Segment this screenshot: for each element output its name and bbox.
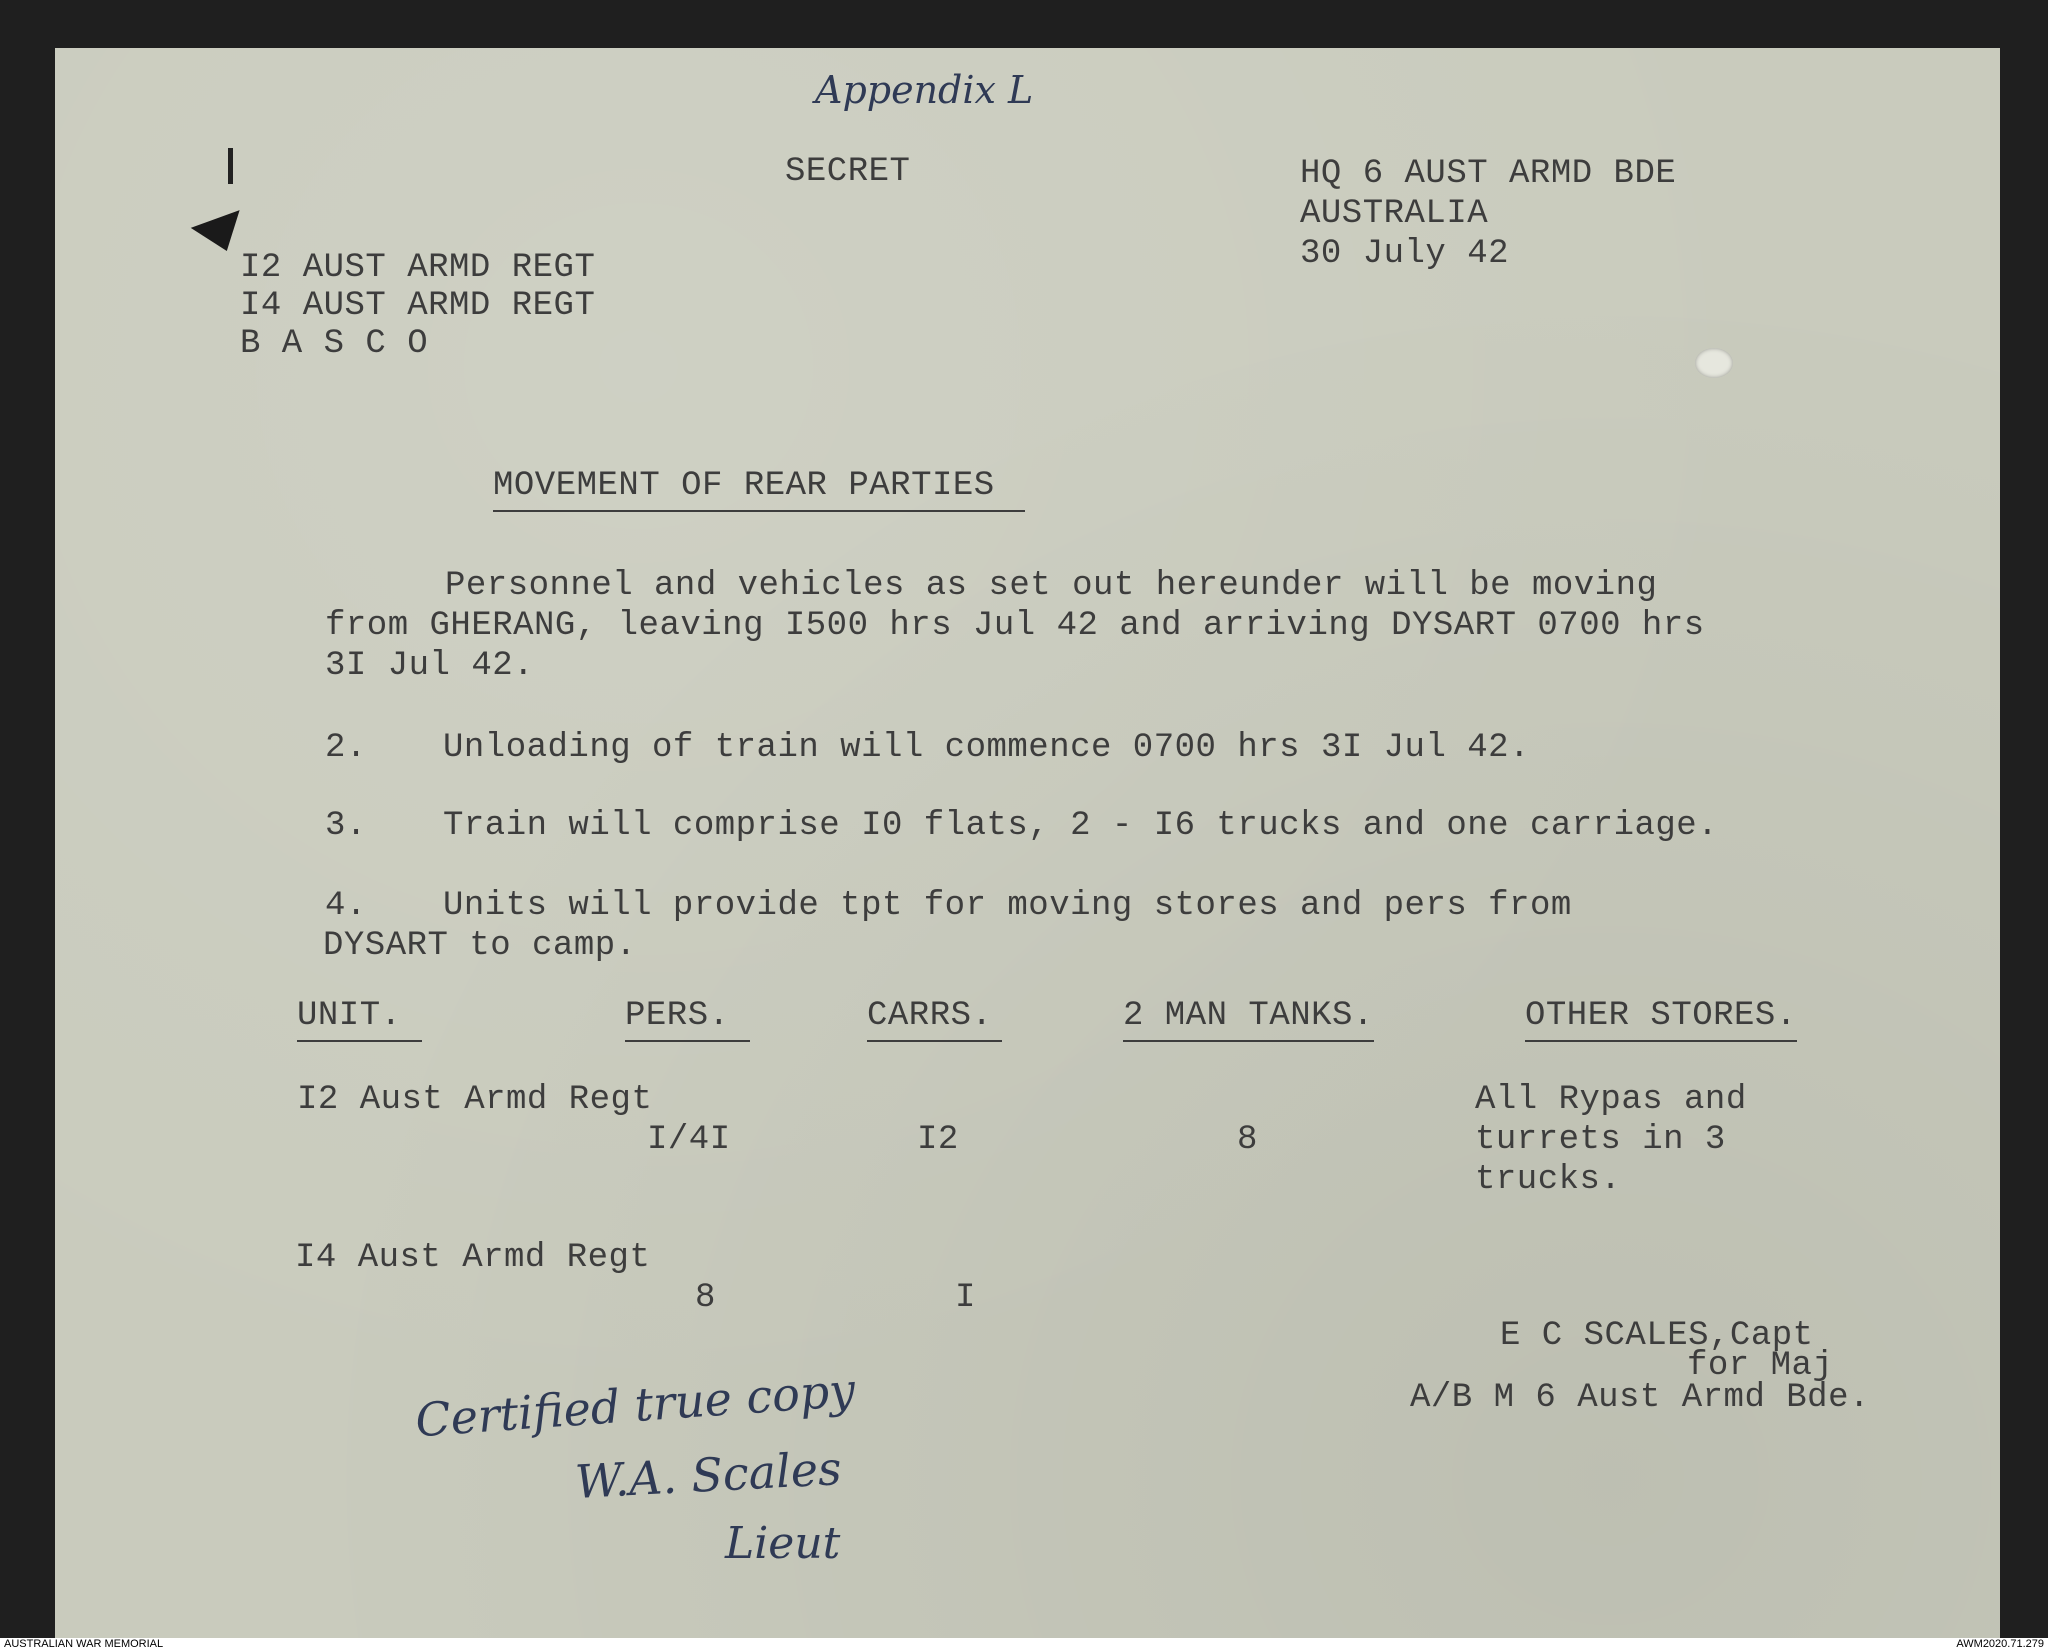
punch-hole — [1695, 348, 1733, 378]
column-header-pers: PERS. — [625, 996, 750, 1042]
certifier-signature: W.A. Scales — [573, 1441, 843, 1509]
paragraph-line: DYSART to camp. — [323, 927, 637, 965]
addressee: I2 AUST ARMD REGT — [240, 249, 596, 287]
paragraph-number: 4. — [325, 887, 367, 925]
cell-pers: 8 — [695, 1279, 716, 1317]
column-header-carrs: CARRS. — [867, 996, 1002, 1042]
staple-mark — [228, 148, 233, 184]
cell-stores: turrets in 3 — [1475, 1121, 1726, 1159]
cell-stores: trucks. — [1475, 1161, 1622, 1199]
cell-carrs: I2 — [917, 1121, 959, 1159]
certifier-rank: Lieut — [725, 1518, 841, 1569]
cell-unit: I4 Aust Armd Regt — [295, 1239, 651, 1277]
cell-carrs: I — [955, 1279, 976, 1317]
certification-line: Certified true copy — [413, 1362, 857, 1448]
signatory-for: for Maj — [1687, 1347, 1834, 1385]
archive-reference: AWM2020.71.279 — [1956, 1638, 2044, 1650]
paragraph-number: 3. — [325, 807, 367, 845]
cell-pers: I/4I — [647, 1121, 731, 1159]
cell-stores: All Rypas and — [1475, 1081, 1747, 1119]
paragraph-line: Train will comprise I0 flats, 2 - I6 trucks and one carriage. — [443, 807, 1719, 845]
classification-heading: SECRET — [785, 153, 911, 191]
cell-unit: I2 Aust Armd Regt — [297, 1081, 653, 1119]
origin-line: HQ 6 AUST ARMD BDE — [1300, 155, 1677, 193]
paragraph-number: 2. — [325, 729, 367, 767]
paragraph-line: 3I Jul 42. — [325, 647, 535, 685]
date-line: 30 July 42 — [1300, 235, 1510, 273]
addressee: B A S C O — [240, 325, 429, 363]
appendix-note: Appendix L — [815, 68, 1034, 112]
addressee: I4 AUST ARMD REGT — [240, 287, 596, 325]
signatory-name: E C SCALES,Capt — [1500, 1317, 1814, 1355]
origin-line: AUSTRALIA — [1300, 195, 1489, 233]
paragraph-line: Personnel and vehicles as set out hereunder will be moving — [445, 567, 1658, 605]
column-header-stores: OTHER STORES. — [1525, 996, 1797, 1042]
archive-name: AUSTRALIAN WAR MEMORIAL — [4, 1638, 164, 1650]
signatory-appointment: A/B M 6 Aust Armd Bde. — [1410, 1379, 1870, 1417]
cell-tanks: 8 — [1237, 1121, 1258, 1159]
subject-heading: MOVEMENT OF REAR PARTIES — [493, 466, 1025, 512]
column-header-tanks: 2 MAN TANKS. — [1123, 996, 1374, 1042]
document-sheet — [55, 48, 2000, 1638]
paragraph-line: Units will provide tpt for moving stores and pers from — [443, 887, 1572, 925]
column-header-unit: UNIT. — [297, 996, 422, 1042]
archive-footer — [0, 1638, 2048, 1652]
paragraph-line: Unloading of train will commence 0700 hrs 3I Jul 42. — [443, 729, 1530, 767]
paragraph-line: from GHERANG, leaving I500 hrs Jul 42 and arriving DYSART 0700 hrs — [325, 607, 1705, 645]
